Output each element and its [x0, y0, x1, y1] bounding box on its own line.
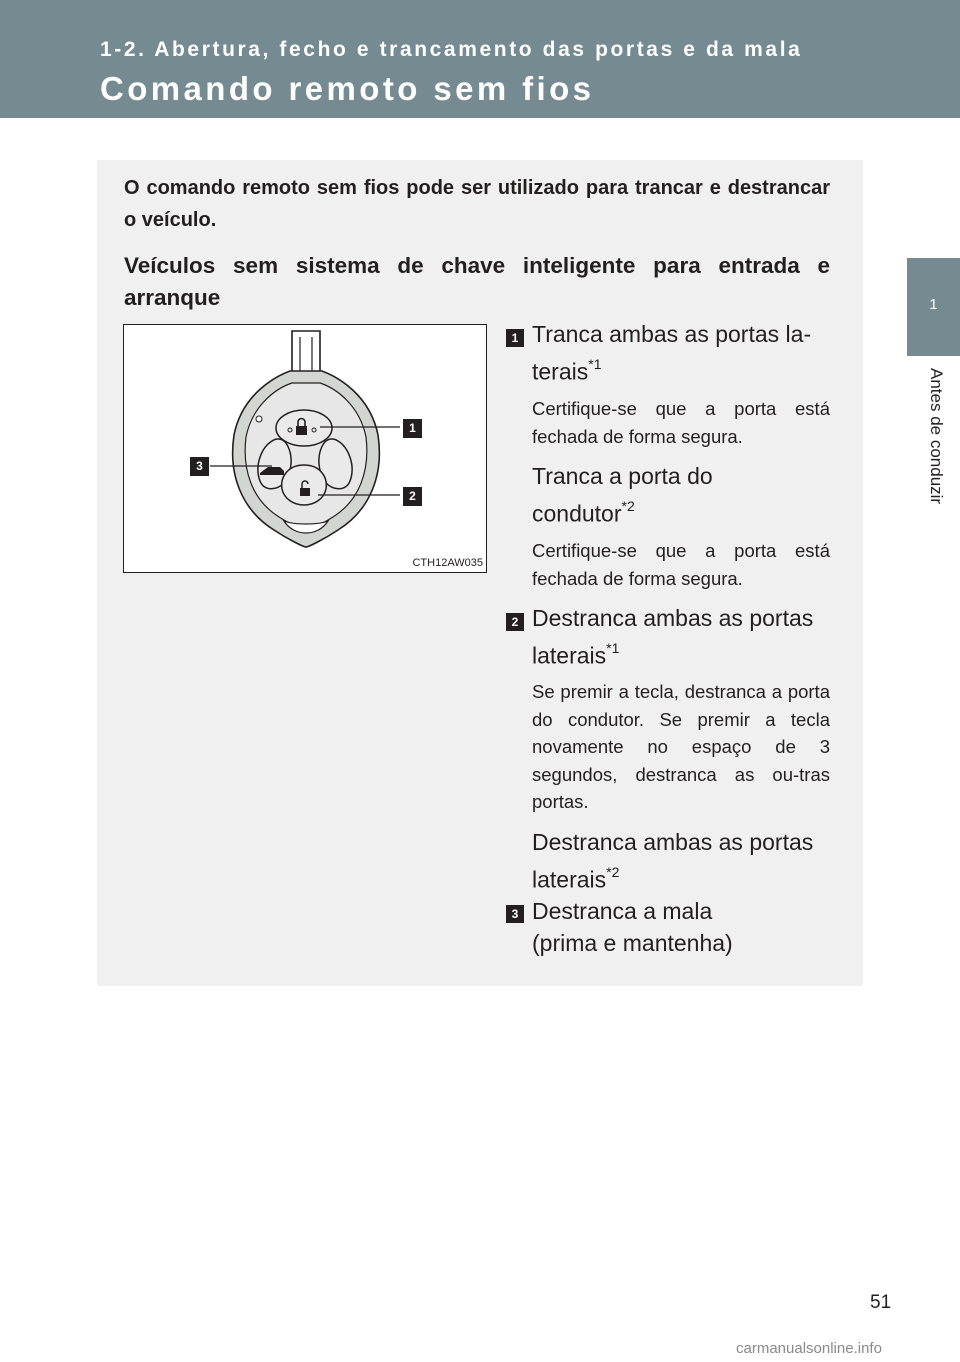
footnote-marker: *1	[588, 356, 602, 372]
key-fob-figure	[123, 324, 487, 573]
section-title: 1-2. Abertura, fecho e trancamento das portas e da mala	[100, 38, 803, 61]
item-title-line: (prima e mantenha)	[532, 930, 733, 956]
footnote-marker: *1	[606, 640, 620, 656]
item-title-line: Destranca a mala	[532, 898, 713, 924]
item-title-line: laterais	[532, 866, 607, 893]
chapter-tab[interactable]	[907, 258, 960, 356]
subheading: Veículos sem sistema de chave inteligente para entrada e arranque	[124, 253, 830, 310]
item-badge-3: 3	[506, 905, 524, 923]
key-fob-illustration	[124, 325, 488, 574]
callout-2: 2	[403, 487, 422, 506]
item-text: Certifique-se que a porta está fechada de forma segura.	[532, 540, 830, 589]
item-badge-2: 2	[506, 613, 524, 631]
item-title	[532, 826, 832, 896]
intro-text: O comando remoto sem fios pode ser utilizado para trancar e destrancar o veículo.	[124, 177, 830, 231]
item-title-line: Tranca a porta do	[532, 463, 713, 489]
item-title-line: condutor	[532, 500, 622, 527]
footnote-marker: *2	[621, 498, 635, 514]
callout-3: 3	[190, 457, 209, 476]
chapter-number: 1	[929, 296, 938, 313]
watermark-link[interactable]: carmanualsonline.info	[736, 1340, 882, 1357]
page-number: 51	[870, 1292, 892, 1313]
item-title	[532, 602, 832, 672]
item-title-line: Destranca ambas as portas	[532, 829, 814, 855]
item-title	[532, 318, 832, 388]
item-title-line: Destranca ambas as portas	[532, 605, 814, 631]
header-band	[0, 0, 960, 118]
item-title	[532, 460, 832, 530]
item-title-line: Tranca ambas as portas la-	[532, 321, 812, 347]
item-badge-1: 1	[506, 329, 524, 347]
figure-code: CTH12AW035	[412, 557, 483, 569]
callout-1: 1	[403, 419, 422, 438]
footnote-marker: *2	[606, 864, 620, 880]
item-title	[532, 895, 832, 959]
page-title: Comando remoto sem fios	[100, 70, 595, 107]
item-text: Se premir a tecla, destranca a porta do condutor. Se premir a tecla novamente no espaço de 3 segundos, destranca as ou-tras portas.	[532, 681, 830, 812]
unlock-button	[282, 465, 327, 505]
item-text: Certifique-se que a porta está fechada de forma segura.	[532, 398, 830, 447]
chapter-label: Antes de conduzir	[927, 368, 946, 505]
item-title-line: laterais	[532, 642, 607, 669]
item-title-line: terais	[532, 358, 589, 385]
